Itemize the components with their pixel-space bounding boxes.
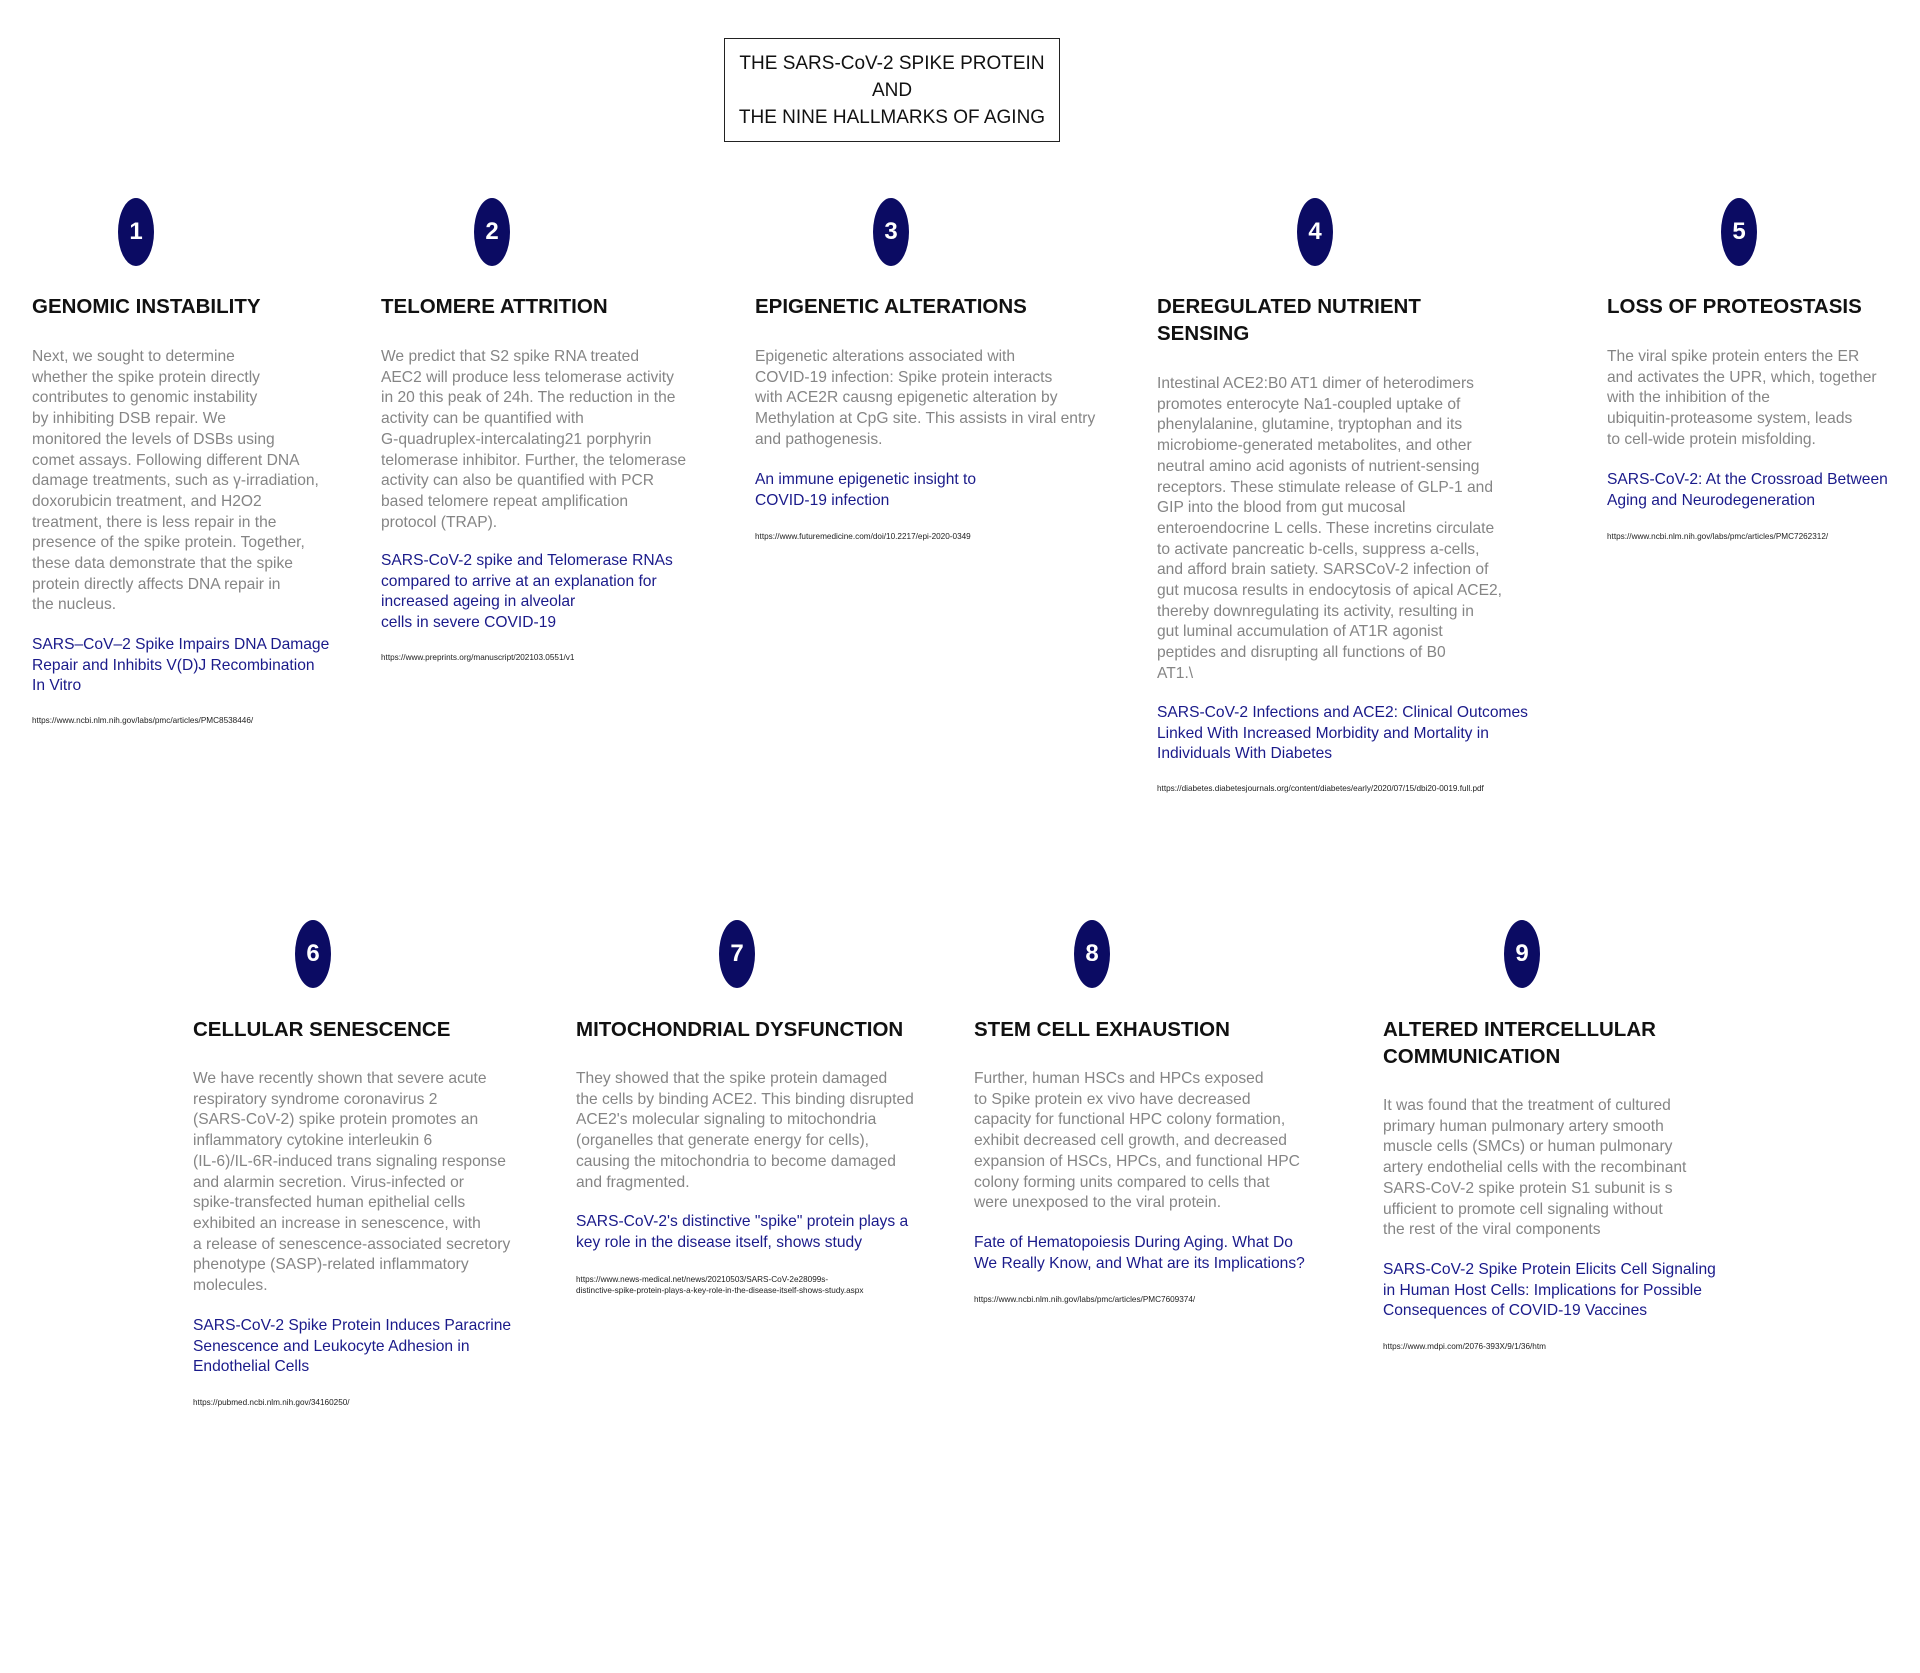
reference-link[interactable]: SARS–CoV–2 Spike Impairs DNA Damage Repair and Inhibits V(D)J Recombination In Vitro bbox=[32, 636, 330, 695]
diagram-title bbox=[724, 38, 1060, 142]
reference-link[interactable]: SARS-CoV-2 Spike Protein Induces Paracrine Senescence and Leukocyte Adhesion in Endothelial Cells bbox=[193, 1317, 512, 1376]
reference-link[interactable]: SARS-CoV-2: At the Crossroad Between Aging and Neurodegeneration bbox=[1607, 471, 1888, 509]
number-badge: 4 bbox=[1297, 198, 1333, 266]
hallmark-description: We predict that S2 spike RNA treated AEC2 will produce less telomerase activity in 20 this peak of 24h. The reduction in the activity can be quantified with G-quadruplex-intercalating21 porphyrin telomerase inhibitor. Further, the telomerase activity can also be quantified with PCR based telomere repeat amplification protocol (TRAP). bbox=[381, 348, 687, 531]
number-badge: 1 bbox=[118, 198, 154, 266]
hallmark-description: The viral spike protein enters the ER and activates the UPR, which, together with the inhibition of the ubiquitin-proteasome system, leads to cell-wide protein misfolding. bbox=[1607, 348, 1877, 448]
title-line-1: THE SARS-CoV-2 SPIKE PROTEIN bbox=[739, 52, 1045, 74]
hallmark-description: Further, human HSCs and HPCs exposed to Spike protein ex vivo have decreased capacity for functional HPC colony formation, exhibit decreased cell growth, and decreased expansion of HSCs, HPCs, and functional HPC colony forming units compared to cells that were unexposed to the viral protein. bbox=[974, 1070, 1300, 1212]
hallmark-description: They showed that the spike protein damaged the cells by binding ACE2. This binding disrupted ACE2's molecular signaling to mitochondria (organelles that generate energy for cells), causing the mitochondria to become damaged and fragmented. bbox=[576, 1070, 914, 1191]
hallmark-heading: DEREGULATED NUTRIENT SENSING bbox=[1157, 295, 1421, 345]
hallmark-heading: STEM CELL EXHAUSTION bbox=[974, 1018, 1230, 1041]
hallmark-description: Next, we sought to determine whether the spike protein directly contributes to genomic instability by inhibiting DSB repair. We monitored the levels of DSBs using comet assays. Following different DNA damage treatments, such as γ-irradiation, doxorubicin treatment, and H2O2 treatment, there is less repair in the presence of the spike protein. Together, these data demonstrate that the spike protein directly affects DNA repair in the nucleus. bbox=[32, 348, 319, 614]
hallmark-description: Epigenetic alterations associated with COVID-19 infection: Spike protein interacts with ACE2R causng epigenetic alteration by Methylation at CpG site. This assists in viral entry and pathogenesis. bbox=[755, 348, 1096, 448]
hallmark-heading: TELOMERE ATTRITION bbox=[381, 295, 608, 318]
number-badge: 2 bbox=[474, 198, 510, 266]
reference-link[interactable]: SARS-CoV-2 Spike Protein Elicits Cell Signaling in Human Host Cells: Implications for Possible Consequences of COVID-19 Vaccines bbox=[1383, 1261, 1716, 1320]
reference-link[interactable]: SARS-CoV-2 Infections and ACE2: Clinical Outcomes Linked With Increased Morbidity and Mortality in Individuals With Diabetes bbox=[1157, 704, 1528, 763]
reference-link[interactable]: Fate of Hematopoiesis During Aging. What Do We Really Know, and What are its Implications? bbox=[974, 1234, 1305, 1272]
reference-url[interactable]: https://pubmed.ncbi.nlm.nih.gov/34160250/ bbox=[193, 1398, 350, 1407]
number-badge: 7 bbox=[719, 920, 755, 988]
number-badge: 9 bbox=[1504, 920, 1540, 988]
title-line-3: THE NINE HALLMARKS OF AGING bbox=[738, 106, 1046, 128]
reference-url[interactable]: https://www.ncbi.nlm.nih.gov/labs/pmc/articles/PMC7609374/ bbox=[974, 1295, 1196, 1304]
reference-link[interactable]: SARS-CoV-2 spike and Telomerase RNAs compared to arrive at an explanation for increased ageing in alveolar cells in severe COVID-19 bbox=[381, 552, 673, 632]
number-badge: 3 bbox=[873, 198, 909, 266]
hallmark-heading: ALTERED INTERCELLULAR COMMUNICATION bbox=[1383, 1018, 1656, 1068]
reference-link[interactable]: SARS-CoV-2's distinctive "spike" protein plays a key role in the disease itself, shows study bbox=[576, 1213, 909, 1251]
reference-url[interactable]: https://diabetes.diabetesjournals.org/content/diabetes/early/2020/07/15/dbi20-0019.full.pdf bbox=[1157, 784, 1484, 793]
reference-url[interactable]: https://www.news-medical.net/news/20210503/SARS-CoV-2e28099s- distinctive-spike-protein-plays-a-key-role-in-the-disease-itself-shows-study.aspx bbox=[576, 1275, 864, 1295]
hallmark-heading: GENOMIC INSTABILITY bbox=[32, 295, 261, 318]
number-badge: 6 bbox=[295, 920, 331, 988]
reference-link[interactable]: An immune epigenetic insight to COVID-19 infection bbox=[755, 471, 977, 509]
hallmark-heading: EPIGENETIC ALTERATIONS bbox=[755, 295, 1027, 318]
title-line-2: AND bbox=[871, 79, 913, 101]
reference-url[interactable]: https://www.preprints.org/manuscript/202103.0551/v1 bbox=[381, 653, 575, 662]
reference-url[interactable]: https://www.futuremedicine.com/doi/10.2217/epi-2020-0349 bbox=[755, 532, 971, 541]
hallmark-description: We have recently shown that severe acute respiratory syndrome coronavirus 2 (SARS-CoV-2) spike protein promotes an inflammatory cytokine interleukin 6 (IL-6)/IL-6R-induced trans signaling response and alarmin secretion. Virus-infected or spike-transfected human epithelial cells exhibited an increase in senescence, with a release of senescence-associated secretory phenotype (SASP)-related inflammatory molecules. bbox=[193, 1070, 511, 1295]
reference-url[interactable]: https://www.ncbi.nlm.nih.gov/labs/pmc/articles/PMC8538446/ bbox=[32, 716, 254, 725]
reference-url[interactable]: https://www.mdpi.com/2076-393X/9/1/36/htm bbox=[1383, 1342, 1546, 1351]
hallmark-heading: LOSS OF PROTEOSTASIS bbox=[1607, 295, 1862, 318]
hallmark-heading: MITOCHONDRIAL DYSFUNCTION bbox=[576, 1018, 904, 1041]
hallmark-description: It was found that the treatment of cultured primary human pulmonary artery smooth muscle cells (SMCs) or human pulmonary artery endothelial cells with the recombinant SARS-CoV-2 spike protein S1 subunit is s ufficient to promote cell signaling without the rest of the viral components bbox=[1383, 1097, 1687, 1239]
number-badge: 5 bbox=[1721, 198, 1757, 266]
number-badge: 8 bbox=[1074, 920, 1110, 988]
hallmark-heading: CELLULAR SENESCENCE bbox=[193, 1018, 451, 1041]
hallmark-description: Intestinal ACE2:B0 AT1 dimer of heterodimers promotes enterocyte Na1-coupled uptake of phenylalanine, glutamine, tryptophan and its microbiome-generated metabolites, and other neutral amino acid agonists of nutrient-sensing receptors. These stimulate release of GLP-1 and GIP into the blood from gut mucosal enteroendocrine L cells. These incretins circulate to activate pancreatic b-cells, suppress a-cells, and afford brain satiety. SARSCoV-2 infection of gut mucosa results in endocytosis of apical ACE2, thereby downregulating its activity, resulting in gut luminal accumulation of AT1R agonist peptides and disrupting all functions of B0 AT1.\ bbox=[1157, 375, 1502, 682]
reference-url[interactable]: https://www.ncbi.nlm.nih.gov/labs/pmc/articles/PMC7262312/ bbox=[1607, 532, 1829, 541]
